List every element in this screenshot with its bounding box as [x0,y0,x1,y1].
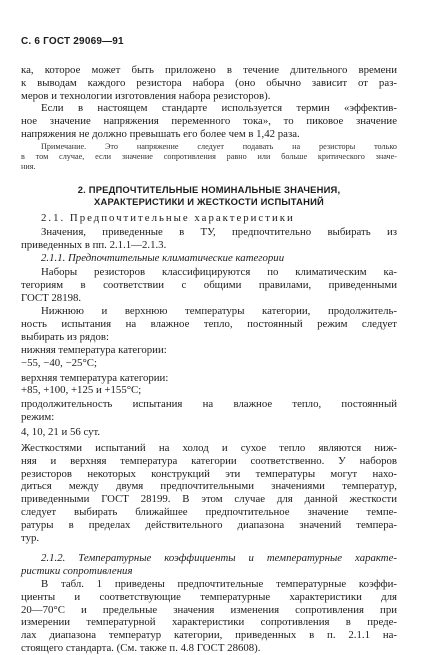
text-line: Жесткостями испытаний на холод и сухое тепло являются ниж- [21,442,397,454]
paragraph-classification [21,266,397,304]
subsection-2-1-1 [21,252,397,265]
text-line: ГОСТ 28198. [21,291,82,304]
high-temp-values: +85, +100, +125 и +155°C; [21,384,142,397]
text-line: лах диапазона температур категории, приведенных в п. 2.1.1 на- [21,629,397,642]
duration-values: 4, 10, 21 и 56 сут. [21,425,101,438]
duration-series [21,398,397,438]
note-line: в том случае, если значение сопротивления равно или больше критического значе- [21,152,397,161]
text-line: Если в настоящем стандарте используется термин «эффектив- [41,102,397,114]
subsection-2-1 [21,212,397,225]
text-line: стоящего стандарта. (См. также п. 4.8 ГОСТ 28608). [21,641,261,654]
text-line: приведенными ГОСТ 28199. В этом случае для данной жесткости [21,493,397,506]
section-heading [21,184,397,208]
text-line: ратуры в пределах действительного диапазона значений темпера- [21,518,397,531]
paragraph-severities [21,442,397,544]
text-line: 20—70°C и предельные значения изменения сопротивления при [21,603,397,616]
note [21,142,397,172]
text-line: диться между двумя предпочтительными значениями температур, [21,480,397,493]
text-line: следует выбирать ближайшее предпочтительное значение темпе- [21,505,397,518]
low-temp-values: −55, −40, −25°C; [21,356,97,369]
paragraph-coefficients [21,578,397,655]
text-line: няя и верхняя температура категории соответственно. У наборов [21,454,397,467]
text-line: резисторов некоторых конструкций эти температуры могут нахо- [21,467,397,480]
text-line: к выводам каждого резистора набора (оно обычно зависит от раз- [21,76,397,89]
text-line: ность испытания на влажное тепло, постоянный режим следует [21,317,397,330]
text-line: меров и технологии изготовления набора резисторов). [21,89,271,102]
subsection-title: ристики сопротивления [21,564,133,577]
text-line: тегориям в соответствии с общими правилами, приведенными [21,278,397,291]
text-line: выбирать из рядов: [21,330,109,343]
text-line: Нижнюю и верхнюю температуры категории, продолжитель- [41,305,397,317]
text-line: Наборы резисторов классифицируются по климатическим ка- [41,266,397,278]
subsection-title: 2.1. Предпочтительные характеристики [41,212,295,224]
text-line: ка, которое может быть приложено в течение длительного времени [21,64,397,76]
heading-line: ХАРАКТЕРИСТИКИ И ЖЕСТКОСТИ ИСПЫТАНИЙ [94,196,324,207]
paragraph-continuation [21,64,397,102]
temperature-series [21,344,397,397]
page-header: С. 6 ГОСТ 29069—91 [21,36,124,47]
text-line: приведенных в пп. 2.1.1—2.1.3. [21,238,167,251]
text-line: циенты и соответствующие температурные характеристики для [21,590,397,603]
duration-label: режим: [21,410,55,423]
text-line: тур. [21,531,40,544]
duration-label: продолжительность испытания на влажное тепло, постоянный [21,398,397,410]
subsection-title: 2.1.2. Температурные коэффициенты и температурные характе- [41,552,397,564]
note-line: ния. [21,162,36,171]
paragraph-temperatures [21,305,397,343]
text-line: В табл. 1 приведены предпочтительные температурные коэффи- [41,578,397,590]
low-temp-label: нижняя температура категории: [21,344,167,356]
high-temp-label: верхняя температура категории: [21,371,169,384]
text-line: Значения, приведенные в ТУ, предпочтительно выбирать из [41,226,397,238]
text-line: напряжения не должно превышать его более чем в 1,42 раза. [21,127,300,140]
subsection-title: 2.1.1. Предпочтительные климатические категории [41,252,285,264]
paragraph-values [21,226,397,252]
paragraph-effective-voltage [21,102,397,140]
text-line: ное значение напряжения переменного тока», то пиковое значение [21,114,397,127]
heading-line: 2. ПРЕДПОЧТИТЕЛЬНЫЕ НОМИНАЛЬНЫЕ ЗНАЧЕНИЯ, [77,184,341,195]
subsection-2-1-2 [21,552,397,578]
text-line: измерении температурной характеристики сопротивления в преде- [21,616,397,629]
note-line: Примечание. Это напряжение следует подавать на резисторы только [41,142,397,151]
